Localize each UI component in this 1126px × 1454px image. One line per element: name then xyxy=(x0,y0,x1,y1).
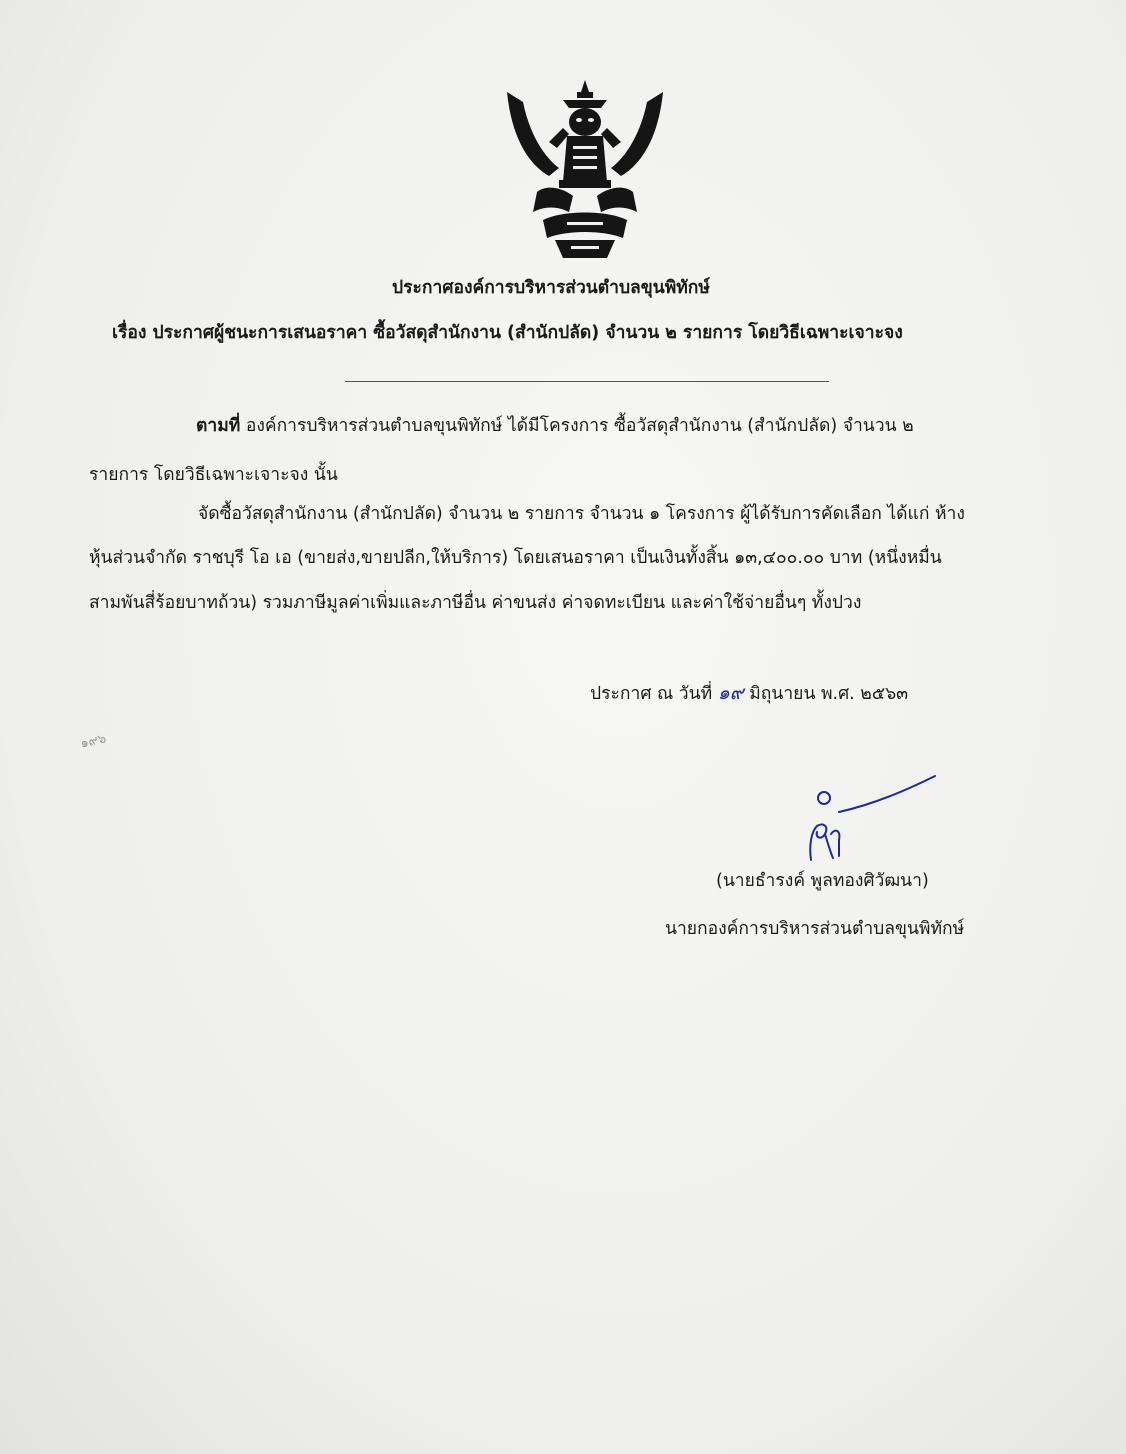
paragraph-1-line-1 xyxy=(196,414,914,438)
paragraph-2-line-3: สามพันสี่ร้อยบาทถ้วน) รวมภาษีมูลค่าเพิ่มและภาษีอื่น ค่าขนส่ง ค่าจดทะเบียน และค่าใช้จ่ายอื่นๆ ทั้งปวง xyxy=(89,593,862,613)
divider-line xyxy=(345,381,829,382)
paragraph-1-line-1-text: องค์การบริหารส่วนตำบลขุนพิทักษ์ ได้มีโครงการ ซื้อวัสดุสำนักงาน (สำนักปลัด) จำนวน ๒ xyxy=(240,416,914,436)
date-month-year: มิถุนายน พ.ศ. ๒๕๖๓ xyxy=(749,684,909,704)
signatory-name: (นายธำรงค์ พูลทองศิวัฒนา) xyxy=(716,871,929,891)
announcement-subject: เรื่อง ประกาศผู้ชนะการเสนอราคา ซื้อวัสดุสำนักงาน (สำนักปลัด) จำนวน ๒ รายการ โดยวิธีเฉพาะเจาะจง xyxy=(112,323,903,343)
announcement-date xyxy=(590,681,908,706)
margin-note: ๑๙๖ xyxy=(78,731,108,752)
paragraph-2-line-2: หุ้นส่วนจำกัด ราชบุรี โอ เอ (ขายส่ง,ขายปลีก,ให้บริการ) โดยเสนอราคา เป็นเงินทั้งสิ้น ๑๓,๔๐๐.๐๐ บาท (หนึ่งหมื่น xyxy=(89,548,942,568)
date-day-handwritten: ๑๙ xyxy=(717,682,744,704)
garuda-emblem-icon xyxy=(503,72,667,262)
announcement-title: ประกาศองค์การบริหารส่วนตำบลขุนพิทักษ์ xyxy=(392,278,710,298)
signatory-position: นายกองค์การบริหารส่วนตำบลขุนพิทักษ์ xyxy=(665,919,965,939)
paragraph-2-line-1: จัดซื้อวัสดุสำนักงาน (สำนักปลัด) จำนวน ๒ รายการ จำนวน ๑ โครงการ ผู้ได้รับการคัดเลือก ได้แก่ ห้าง xyxy=(198,504,965,524)
signature-mark xyxy=(795,768,940,863)
date-prefix: ประกาศ ณ วันที่ xyxy=(590,684,713,704)
paragraph-1-lead: ตามที่ xyxy=(196,416,241,436)
paragraph-1-line-2: รายการ โดยวิธีเฉพาะเจาะจง นั้น xyxy=(89,465,338,485)
